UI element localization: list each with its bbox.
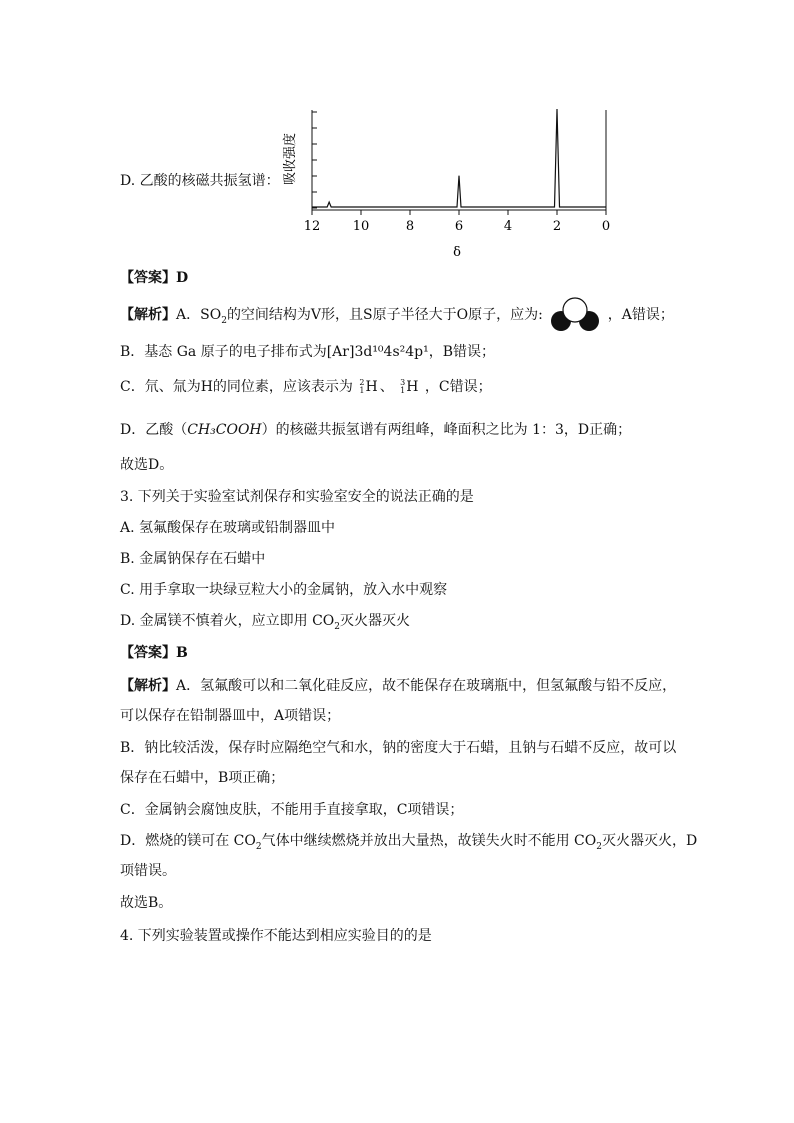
- q3-explanation-a-line1: 【解析】A．氢氟酸可以和二氧化硅反应，故不能保存在玻璃瓶中，但氢氟酸与铅不反应，: [120, 678, 677, 694]
- q2-answer: 【答案】D: [120, 270, 189, 286]
- q2-explanation-d: D．乙酸（CH₃COOH）的核磁共振氢谱有两组峰，峰面积之比为 1：3，D正确；: [120, 422, 632, 438]
- q3-explanation-d-line2: 项错误。: [120, 863, 176, 879]
- q2-explanation-c: C．氘、氚为H的同位素，应该表示为 2 1 H 、 3 1 H ，C错误；: [120, 378, 492, 395]
- spectrum-trace: [312, 109, 606, 207]
- q2-conclusion: 故选D。: [120, 457, 174, 473]
- q3-explanation-b-line2: 保存在石蜡中，B项正确；: [120, 770, 285, 786]
- x-tick-label: 12: [303, 219, 321, 234]
- option-d-label: D. 乙酸的核磁共振氢谱：: [120, 173, 280, 189]
- q2-explanation-b: B．基态 Ga 原子的电子排布式为[Ar]3d¹⁰4s²4p¹，B错误；: [120, 344, 496, 360]
- x-axis-label: δ: [453, 245, 461, 260]
- q3-explanation-d-line1: D．燃烧的镁可在 $CO_2$气体中继续燃烧并放出大量热，故镁失火时不能用 $CO_2$灭火器灭火，D: [120, 833, 698, 852]
- q3-option-c: C. 用手拿取一块绿豆粒大小的金属钠，放入水中观察: [120, 582, 448, 598]
- q3-question: 3. 下列关于实验室试剂保存和实验室安全的说法正确的是: [120, 489, 474, 505]
- q3-option-a: A. 氢氟酸保存在玻璃或铅制器皿中: [120, 520, 336, 536]
- q3-option-d: D. 金属镁不慎着火，应立即用 $CO_2$灭火器灭火: [120, 613, 410, 632]
- y-ticks: [312, 112, 317, 208]
- q3-explanation-b-line1: B．钠比较活泼，保存时应隔绝空气和水，钠的密度大于石蜡，且钠与石蜡不反应，故可以: [120, 740, 677, 756]
- x-tick-labels: [304, 219, 610, 234]
- x-tick-label: 0: [601, 219, 611, 234]
- x-tick-label: 2: [552, 219, 562, 234]
- x-tick-label: 8: [405, 219, 415, 234]
- q4-question: 4. 下列实验装置或操作不能达到相应实验目的的是: [120, 928, 432, 944]
- x-ticks: [312, 210, 606, 215]
- deuterium-symbol: 2 1 H: [359, 378, 378, 395]
- x-tick-label: 4: [503, 219, 513, 234]
- x-tick-label: 10: [352, 219, 370, 234]
- so2-v-shape-model-icon: [549, 297, 601, 333]
- q3-explanation-c: C．金属钠会腐蚀皮肤，不能用手直接拿取，C项错误；: [120, 802, 464, 818]
- q3-conclusion: 故选B。: [120, 895, 173, 911]
- x-tick-label: 6: [454, 219, 464, 234]
- tritium-symbol: 3 1 H: [400, 378, 419, 395]
- q3-answer: 【答案】B: [120, 645, 188, 661]
- y-axis-label: 吸收强度: [283, 132, 298, 185]
- q3-option-b: B. 金属钠保存在石蜡中: [120, 551, 266, 567]
- q3-explanation-a-line2: 可以保存在铅制器皿中，A项错误；: [120, 708, 341, 724]
- q2-explanation-a: 【解析】A．$SO_2$的空间结构为V形，且S原子半径大于O原子，应为: ，A错误；: [120, 305, 674, 331]
- nmr-spectrum-chart: [280, 100, 620, 260]
